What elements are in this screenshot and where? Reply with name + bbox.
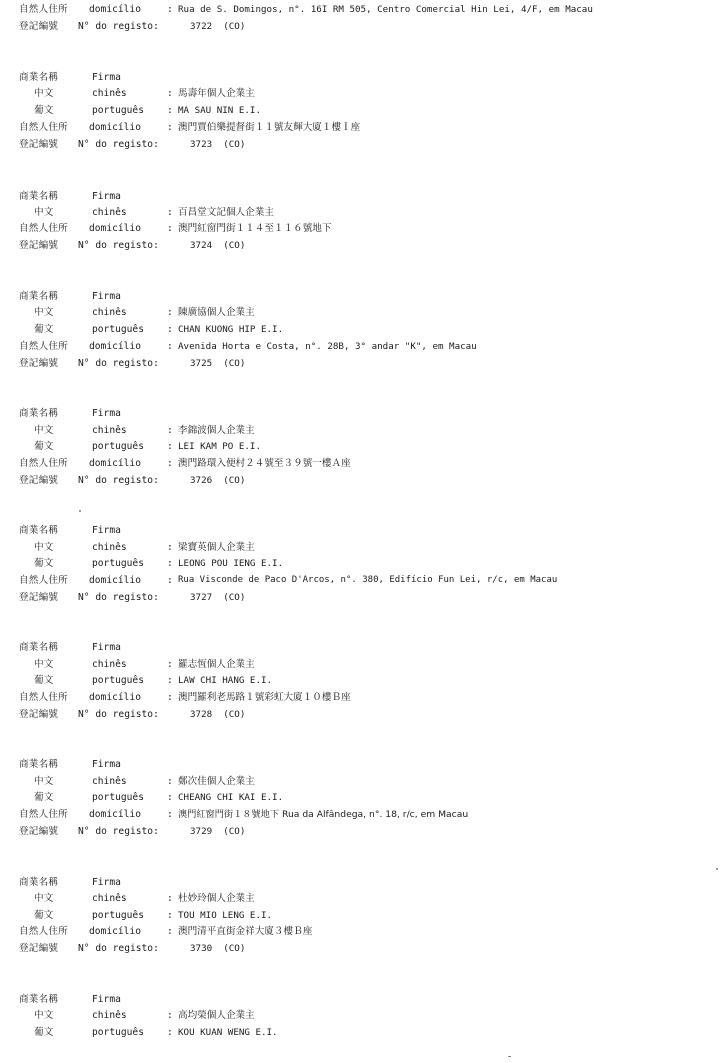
domicile-value: 澳門羅利老馬路１號彩虹大廈１０樓Ｂ座 xyxy=(178,692,351,703)
portuguese-name-value: KOU KUAN WENG E.I. xyxy=(178,1027,278,1038)
domicile-label-zh: 自然人住所 xyxy=(19,122,68,133)
chinese-label-zh: 中文 xyxy=(34,1010,54,1021)
scan-speck xyxy=(508,1056,511,1057)
chinese-label-zh: 中文 xyxy=(34,542,54,553)
chinese-name-value: 鄭次佳個人企業主 xyxy=(178,776,255,787)
portuguese-label-pt: português xyxy=(92,324,144,335)
firm-label-zh: 商業名稱 xyxy=(19,191,59,202)
chinese-name-value: 陳廣協個人企業主 xyxy=(178,307,255,318)
portuguese-label-zh: 葡文 xyxy=(34,441,54,452)
domicile-label-zh: 自然人住所 xyxy=(19,4,68,15)
domicile-value: 澳門紅窗門街１８號地下 Rua da Alfândega, n°. 18, r/c, em Macau xyxy=(178,809,469,820)
reg-label-pt: N° do registo: xyxy=(78,139,159,150)
domicile-value: 澳門賈伯樂提督街１１號友輝大廈１樓Ｉ座 xyxy=(178,122,361,133)
reg-label-zh: 登記編號 xyxy=(19,21,59,32)
colon: : xyxy=(167,575,173,586)
firm-label-pt: Firma xyxy=(92,191,121,202)
domicile-label-pt: domicílio xyxy=(89,122,141,133)
domicile-label-zh: 自然人住所 xyxy=(19,341,68,352)
chinese-label-pt: chinês xyxy=(92,893,127,904)
portuguese-label-zh: 葡文 xyxy=(34,910,54,921)
firm-label-pt: Firma xyxy=(92,877,121,888)
colon: : xyxy=(167,792,173,803)
firm-label-pt: Firma xyxy=(92,642,121,653)
registration-number: 3723 (CO) xyxy=(190,139,246,150)
chinese-label-zh: 中文 xyxy=(34,88,54,99)
reg-label-zh: 登記編號 xyxy=(19,592,59,603)
colon: : xyxy=(167,776,173,787)
firm-label-zh: 商業名稱 xyxy=(19,642,59,653)
firm-label-zh: 商業名稱 xyxy=(19,408,59,419)
colon: : xyxy=(167,341,173,352)
reg-label-pt: N° do registo: xyxy=(78,21,159,32)
colon: : xyxy=(167,926,173,937)
registration-number: 3722 (CO) xyxy=(190,21,246,32)
reg-label-pt: N° do registo: xyxy=(78,709,159,720)
domicile-label-pt: domicílio xyxy=(89,692,141,703)
domicile-label-pt: domicílio xyxy=(89,458,141,469)
registration-number: 3729 (CO) xyxy=(190,826,246,837)
portuguese-label-pt: português xyxy=(92,910,144,921)
portuguese-name-value: LEONG POU IENG E.I. xyxy=(178,558,284,569)
colon: : xyxy=(167,659,173,670)
firm-label-zh: 商業名稱 xyxy=(19,759,59,770)
colon: : xyxy=(167,893,173,904)
reg-label-zh: 登記編號 xyxy=(19,240,59,251)
chinese-name-value: 李錦波個人企業主 xyxy=(178,425,255,436)
reg-label-pt: N° do registo: xyxy=(78,826,159,837)
chinese-label-zh: 中文 xyxy=(34,307,54,318)
domicile-label-zh: 自然人住所 xyxy=(19,692,68,703)
colon: : xyxy=(167,223,173,234)
portuguese-label-zh: 葡文 xyxy=(34,324,54,335)
registration-number: 3724 (CO) xyxy=(190,240,246,251)
chinese-label-zh: 中文 xyxy=(34,659,54,670)
colon: : xyxy=(167,425,173,436)
reg-label-zh: 登記編號 xyxy=(19,358,59,369)
chinese-label-zh: 中文 xyxy=(34,893,54,904)
colon: : xyxy=(167,441,173,452)
chinese-name-value: 百昌堂文記個人企業主 xyxy=(178,207,274,218)
portuguese-label-zh: 葡文 xyxy=(34,792,54,803)
reg-label-pt: N° do registo: xyxy=(78,943,159,954)
firm-label-pt: Firma xyxy=(92,759,121,770)
scan-speck xyxy=(79,510,81,512)
colon: : xyxy=(167,458,173,469)
domicile-label-pt: domicílio xyxy=(89,926,141,937)
reg-label-zh: 登記編號 xyxy=(19,943,59,954)
firm-label-zh: 商業名稱 xyxy=(19,994,59,1005)
domicile-label-zh: 自然人住所 xyxy=(19,458,68,469)
firm-label-pt: Firma xyxy=(92,525,121,536)
firm-label-pt: Firma xyxy=(92,408,121,419)
portuguese-label-pt: português xyxy=(92,675,144,686)
reg-label-pt: N° do registo: xyxy=(78,240,159,251)
colon: : xyxy=(167,558,173,569)
chinese-label-pt: chinês xyxy=(92,776,127,787)
portuguese-label-zh: 葡文 xyxy=(34,1027,54,1038)
colon: : xyxy=(167,809,173,820)
portuguese-label-pt: português xyxy=(92,105,144,116)
reg-label-zh: 登記編號 xyxy=(19,139,59,150)
portuguese-name-value: LAW CHI HANG E.I. xyxy=(178,675,273,686)
colon: : xyxy=(167,542,173,553)
firm-label-zh: 商業名稱 xyxy=(19,525,59,536)
firm-label-zh: 商業名稱 xyxy=(19,877,59,888)
chinese-label-pt: chinês xyxy=(92,307,127,318)
domicile-label-zh: 自然人住所 xyxy=(19,223,68,234)
colon: : xyxy=(167,1027,173,1038)
chinese-name-value: 高均榮個人企業主 xyxy=(178,1010,255,1021)
chinese-label-pt: chinês xyxy=(92,542,127,553)
reg-label-pt: N° do registo: xyxy=(78,358,159,369)
chinese-label-pt: chinês xyxy=(92,207,127,218)
chinese-label-pt: chinês xyxy=(92,659,127,670)
colon: : xyxy=(167,307,173,318)
colon: : xyxy=(167,122,173,133)
domicile-label-zh: 自然人住所 xyxy=(19,926,68,937)
reg-label-zh: 登記編號 xyxy=(19,709,59,720)
colon: : xyxy=(167,910,173,921)
domicile-value: Avenida Horta e Costa, n°. 28B, 3° andar "K", em Macau xyxy=(178,341,477,352)
chinese-name-value: 羅志恆個人企業主 xyxy=(178,659,255,670)
portuguese-label-zh: 葡文 xyxy=(34,558,54,569)
reg-label-zh: 登記編號 xyxy=(19,826,59,837)
registration-number: 3726 (CO) xyxy=(190,475,246,486)
domicile-value: 澳門路環入便村２４號至３９號一樓Ａ座 xyxy=(178,458,351,469)
portuguese-name-value: LEI KAM PO E.I. xyxy=(178,441,261,452)
domicile-value: 澳門清平直街金祥大廈３樓Ｂ座 xyxy=(178,926,313,937)
firm-label-pt: Firma xyxy=(92,994,121,1005)
reg-label-zh: 登記編號 xyxy=(19,475,59,486)
chinese-label-pt: chinês xyxy=(92,425,127,436)
registration-number: 3728 (CO) xyxy=(190,709,246,720)
portuguese-label-zh: 葡文 xyxy=(34,675,54,686)
portuguese-name-value: CHEANG CHI KAI E.I. xyxy=(178,792,284,803)
chinese-label-zh: 中文 xyxy=(34,425,54,436)
domicile-value: 澳門紅窗門街１１４至１１６號地下 xyxy=(178,223,332,234)
registration-number: 3727 (CO) xyxy=(190,592,246,603)
domicile-value: Rua de S. Domingos, n°. 16I RM 505, Centro Comercial Hin Lei, 4/F, em Macau xyxy=(178,4,593,15)
portuguese-name-value: MA SAU NIN E.I. xyxy=(178,105,261,116)
colon: : xyxy=(167,88,173,99)
portuguese-label-zh: 葡文 xyxy=(34,105,54,116)
firm-label-pt: Firma xyxy=(92,291,121,302)
colon: : xyxy=(167,4,173,15)
scan-speck xyxy=(716,868,718,870)
registration-number: 3725 (CO) xyxy=(190,358,246,369)
portuguese-label-pt: português xyxy=(92,558,144,569)
colon: : xyxy=(167,105,173,116)
reg-label-pt: N° do registo: xyxy=(78,475,159,486)
chinese-label-zh: 中文 xyxy=(34,776,54,787)
firm-label-pt: Firma xyxy=(92,72,121,83)
colon: : xyxy=(167,692,173,703)
firm-label-zh: 商業名稱 xyxy=(19,72,59,83)
chinese-label-pt: chinês xyxy=(92,1010,127,1021)
colon: : xyxy=(167,324,173,335)
colon: : xyxy=(167,207,173,218)
chinese-name-value: 梁寶英個人企業主 xyxy=(178,542,255,553)
firm-label-zh: 商業名稱 xyxy=(19,291,59,302)
reg-label-pt: N° do registo: xyxy=(78,592,159,603)
chinese-label-pt: chinês xyxy=(92,88,127,99)
domicile-label-zh: 自然人住所 xyxy=(19,809,68,820)
domicile-value: Rua Visconde de Paco D'Arcos, n°. 380, Edifício Fun Lei, r/c, em Macau xyxy=(178,575,558,585)
portuguese-name-value: CHAN KUONG HIP E.I. xyxy=(178,324,284,335)
domicile-label-pt: domicílio xyxy=(89,341,141,352)
domicile-label-pt: domicílio xyxy=(89,575,141,586)
portuguese-label-pt: português xyxy=(92,441,144,452)
portuguese-label-pt: português xyxy=(92,792,144,803)
portuguese-name-value: TOU MIO LENG E.I. xyxy=(178,910,273,921)
domicile-label-pt: domicílio xyxy=(89,809,141,820)
chinese-name-value: 杜妙玲個人企業主 xyxy=(178,893,255,904)
colon: : xyxy=(167,675,173,686)
chinese-name-value: 馬壽年個人企業主 xyxy=(178,88,255,99)
colon: : xyxy=(167,1010,173,1021)
registration-number: 3730 (CO) xyxy=(190,943,246,954)
domicile-label-pt: domicílio xyxy=(89,223,141,234)
chinese-label-zh: 中文 xyxy=(34,207,54,218)
portuguese-label-pt: português xyxy=(92,1027,144,1038)
domicile-label-zh: 自然人住所 xyxy=(19,575,68,586)
domicile-label-pt: domicílio xyxy=(89,4,141,15)
